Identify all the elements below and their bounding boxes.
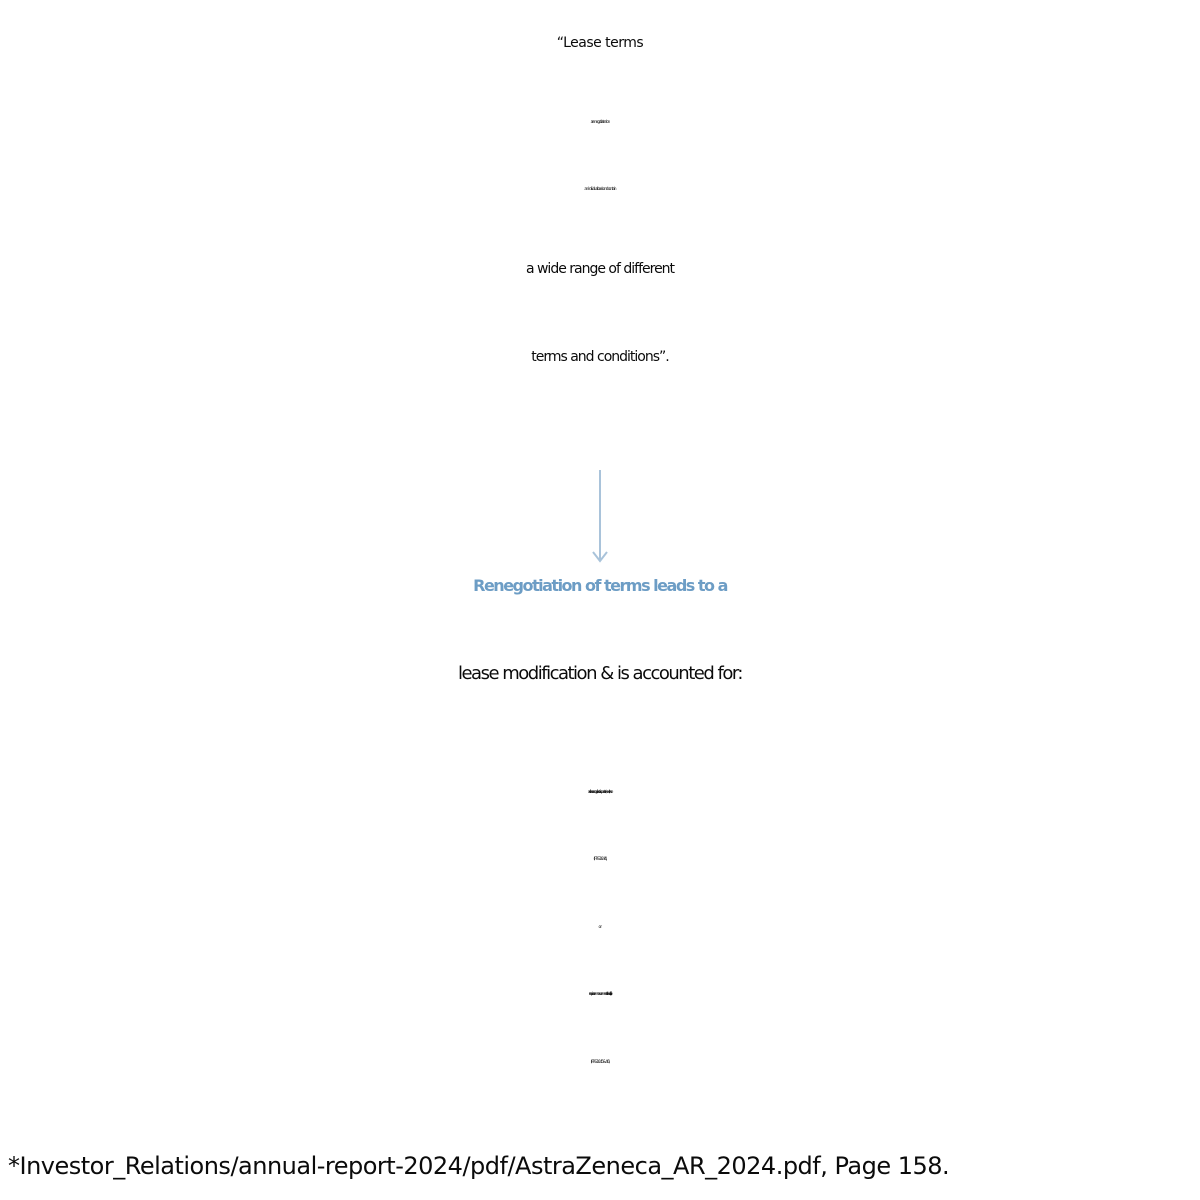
quote-line-1: “Lease terms — [556, 35, 644, 51]
conclusion-subhead: lease modification & is accounted for: — [457, 663, 742, 684]
quote-line-2: are negotiated on — [590, 119, 610, 124]
quote-line-3: an individual basis and contain — [584, 186, 616, 191]
quote-line-4: a wide range of different — [525, 261, 675, 277]
source-footnote: *Investor_Relations/annual-report-2024/pdf/AstraZeneca_AR_2024.pdf, Page 158. — [8, 1152, 950, 1180]
arrow-down-icon — [588, 468, 612, 566]
bullet-remeasurement-reference: (IFRS 16.45 & 46). — [590, 1059, 610, 1064]
conclusion-headline: Renegotiation of terms leads to a — [473, 576, 727, 595]
connector-or: or — [598, 924, 602, 929]
bullet-new-lease-reference: (IFRS 16.44), — [593, 856, 607, 861]
bullet-new-lease: - as either a recognition of a separate (new) lease — [588, 789, 612, 794]
quote-line-5: terms and conditions”. — [531, 349, 669, 365]
bullet-remeasurement: - requires a remeasurement of a lease liability — [589, 991, 611, 996]
